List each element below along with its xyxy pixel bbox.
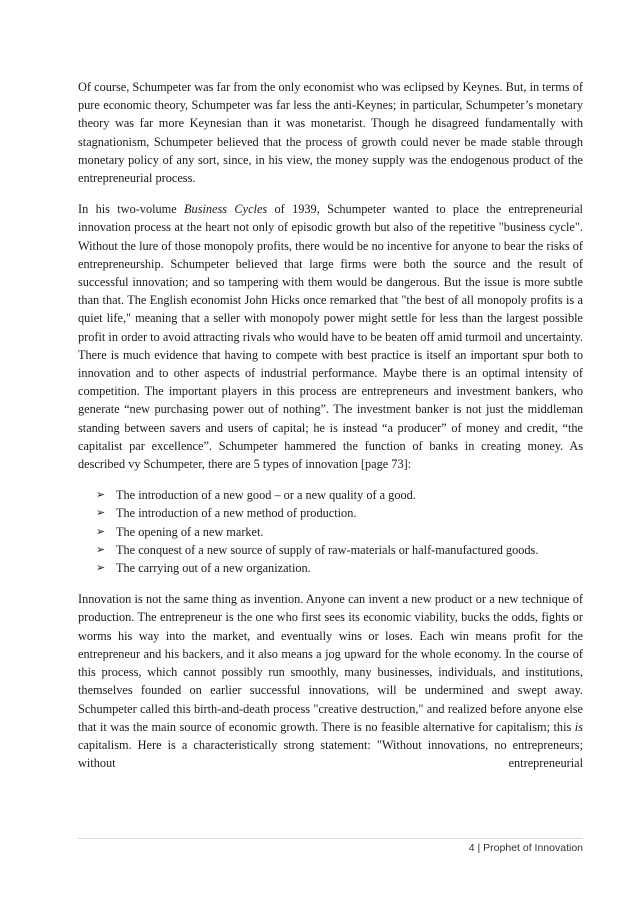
- paragraph-text: of 1939, Schumpeter wanted to place the entrepreneurial innovation process at the heart not only of episodic growth but also of the repetitive "business cycle". Without the lure of those monopoly profits, there would be no incentive for anyone to bear the risks of entrepreneurship. Schumpeter believed that large firms were both the source and the result of successful innovation; and so tampering with them would be dangerous. But the issue is more subtle than that. The English economist John Hicks once remarked that "the best of all monopoly profits is a quiet life," meaning that a seller with monopoly power might settle for less than the largest possible profit in order to avoid attracting rivals who would have to be beaten off amid turmoil and uncertainty. There is much evidence that having to compete with best practice is itself an important spur both to innovation and to other aspects of industrial performance. Maybe there is an optimal intensity of competition. The important players in this process are entrepreneurs and investment bankers, who generate “new purchasing power out of nothing”. The investment banker is not just the middleman standing between savers and users of capital; he is instead “a producer” of money and credit, “the capitalist par excellence”. Schumpeter hammered the function of banks in creating money. As described vy Schumpeter, there are 5 types of innovation [page 73]:: [78, 202, 583, 472]
- arrow-bullet-icon: ➢: [96, 542, 106, 556]
- list-item-text: The introduction of a new method of production.: [116, 506, 357, 521]
- paragraph-innovation-vs-invention: [78, 590, 583, 772]
- running-title: Prophet of Innovation: [483, 842, 583, 854]
- list-item-text: The carrying out of a new organization.: [116, 561, 311, 576]
- list-item: [96, 523, 583, 541]
- paragraph-text: Innovation is not the same thing as invention. Anyone can invent a new product or a new technique of production. The entrepreneur is the one who first sees its economic viability, bucks the odds, fights or worms his way into the market, and eventually wins or loses. Each win means profit for the entrepreneur and his backers, and it also means a jog upward for the whole economy. In the course of this process, which cannot possibly run smoothly, many businesses, individuals, and institutions, themselves founded on earlier successful innovations, will be undermined and swept away. Schumpeter called this birth-and-death process "creative destruction," and realized before anyone else that it was the main source of economic growth. There is no feasible alternative for capitalism; this: [78, 592, 583, 734]
- page-number: 4: [468, 842, 475, 854]
- arrow-bullet-icon: ➢: [96, 506, 106, 520]
- footer-separator: |: [474, 842, 484, 854]
- page-footer: [469, 842, 583, 854]
- list-item-text: The opening of a new market.: [116, 524, 264, 539]
- paragraph-keynes-comparison: Of course, Schumpeter was far from the only economist who was eclipsed by Keynes. But, in terms of pure economic theory, Schumpeter was far less the anti-Keynes; in particular, Schumpeter’s monetary theory was far more Keynesian than it was monetarist. Though he disagreed fundamentally with stagnationism, Schumpeter believed that the process of growth could never be made stable through monetary policy of any sort, since, in his view, the money supply was the endogenous product of the entrepreneurial process.: [78, 80, 583, 186]
- list-item-text: The conquest of a new source of supply of raw-materials or half-manufactured goods.: [116, 542, 539, 557]
- innovation-types-list: [78, 486, 583, 577]
- list-item-text: The introduction of a new good – or a new quality of a good.: [116, 488, 416, 503]
- list-item: [96, 541, 583, 559]
- list-item: [96, 559, 583, 577]
- document-body: [78, 78, 583, 785]
- emphasis-italic: is: [574, 719, 583, 734]
- list-item: [96, 486, 583, 504]
- arrow-bullet-icon: ➢: [96, 488, 106, 502]
- footer-divider: [78, 838, 583, 839]
- arrow-bullet-icon: ➢: [96, 561, 106, 575]
- list-item: [96, 504, 583, 522]
- paragraph-text: capitalism. Here is a characteristically strong statement: "Without innovations, no entrepreneurs; without entrepreneurial: [78, 737, 583, 771]
- paragraph-business-cycles: [78, 200, 583, 473]
- paragraph-text: In his two-volume: [78, 202, 185, 217]
- book-title-italic: Business Cycles: [184, 202, 268, 217]
- arrow-bullet-icon: ➢: [96, 524, 106, 538]
